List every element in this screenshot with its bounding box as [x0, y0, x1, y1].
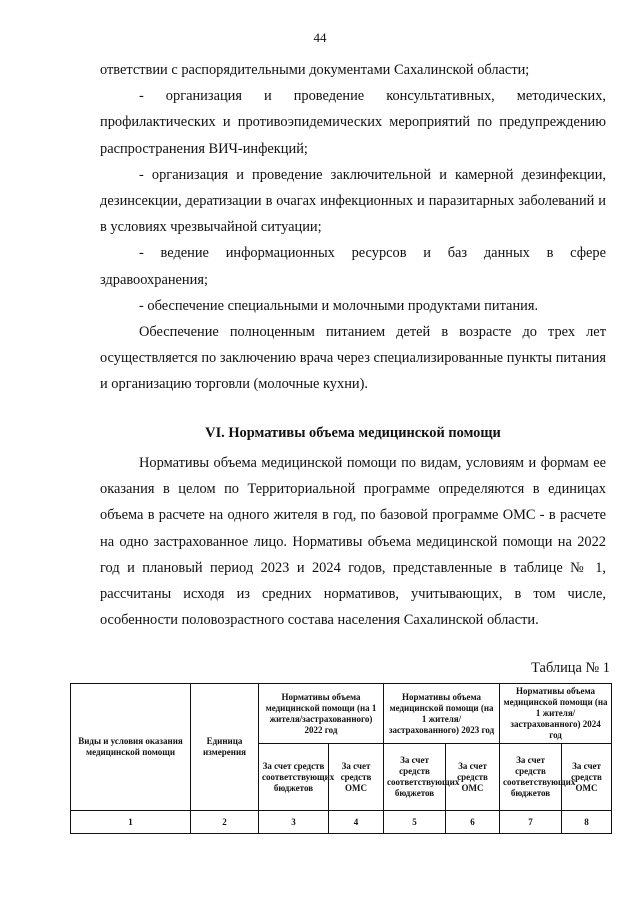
paragraph: - организация и проведение консультативных, методических, профилактических и противоэпидемических мероприятий по предупреждению распространения ВИЧ-инфекций;: [100, 88, 606, 157]
body-text-top: [100, 57, 606, 398]
paragraph: - ведение информационных ресурсов и баз данных в сфере здравоохранения;: [100, 245, 606, 288]
norms-table: [70, 683, 612, 834]
subheader-budget-2022: За счет средств соответствующих бюджетов: [259, 744, 329, 811]
column-number: 5: [384, 811, 446, 834]
column-number: 4: [329, 811, 384, 834]
subheader-oms-2024: За счет средств ОМС: [562, 744, 612, 811]
paragraph: - обеспечение специальными и молочными продуктами питания.: [139, 297, 539, 314]
header-group-2022: Нормативы объема медицинской помощи (на 1 жителя/застрахованного) 2022 год: [259, 684, 384, 744]
paragraph: ответствии с распорядительными документами Сахалинской области;: [100, 62, 530, 78]
column-number: 1: [71, 811, 191, 834]
paragraph: Нормативы объема медицинской помощи по видам, условиям и формам ее оказания в целом по Территориальной программе определяются в единицах объема в расчете на одного жителя в год, по базовой программе ОМС - в расчете на одно застрахованное лицо. Нормативы объема медицинской помощи на 2022 год и плановый период 2023 и 2024 годов, представленные в таблице № 1, рассчитаны исходя из средних нормативов, учитывающих, в том числе, особенности половозрастного состава населения Сахалинской области.: [100, 455, 606, 629]
column-number: 3: [259, 811, 329, 834]
header-group-2024: Нормативы объема медицинской помощи (на 1 жителя/ застрахованного) 2024 год: [500, 684, 612, 744]
header-group-2023: Нормативы объема медицинской помощи (на 1 жителя/ застрахованного) 2023 год: [384, 684, 500, 744]
header-kind: Виды и условия оказания медицинской помощи: [71, 684, 191, 811]
column-number: 6: [446, 811, 500, 834]
column-number-row: [71, 811, 612, 834]
subheader-budget-2024: За счет средств соответствующих бюджетов: [500, 744, 562, 811]
body-text-section: [100, 450, 606, 633]
column-number: 7: [500, 811, 562, 834]
subheader-oms-2023: За счет средств ОМС: [446, 744, 500, 811]
paragraph: Обеспечение полноценным питанием детей в возрасте до трех лет осуществляется по заключению врача через специализированные пункты питания и организацию торговли (молочные кухни).: [100, 324, 606, 393]
page-number: 44: [313, 30, 327, 45]
paragraph: - организация и проведение заключительной и камерной дезинфекции, дезинсекции, дератизации в очагах инфекционных и паразитарных заболеваний и в условиях чрезвычайной ситуации;: [100, 166, 606, 236]
subheader-budget-2023: За счет средств соответствующих бюджетов: [384, 744, 446, 811]
header-unit: Единица измерения: [191, 684, 259, 811]
table-caption: Таблица № 1: [531, 660, 610, 676]
subheader-oms-2022: За счет средств ОМС: [329, 744, 384, 811]
column-number: 8: [562, 811, 612, 834]
section-title: VI. Нормативы объема медицинской помощи: [205, 425, 501, 441]
column-number: 2: [191, 811, 259, 834]
